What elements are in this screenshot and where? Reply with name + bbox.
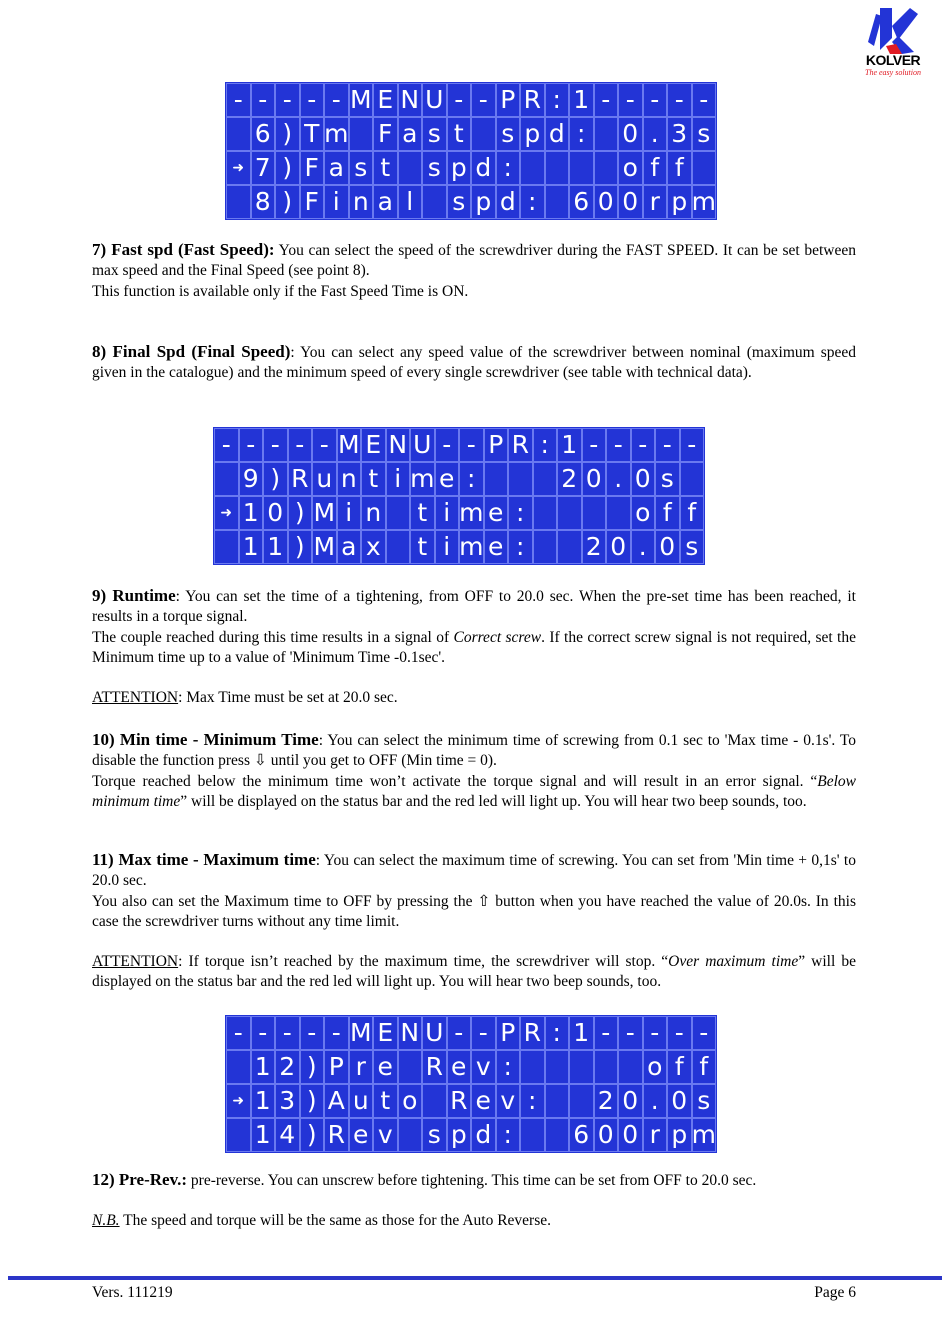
attention-label: ATTENTION — [92, 953, 179, 970]
lcd-char-cell: 0 — [263, 496, 288, 530]
lcd-char-cell — [692, 151, 717, 185]
lcd-char-cell: . — [631, 530, 656, 564]
lcd-char-cell — [484, 462, 509, 496]
lcd-char-cell — [533, 462, 558, 496]
lcd-char-cell: 1 — [251, 1118, 276, 1152]
section-final-speed — [92, 342, 856, 384]
lcd-char-cell — [594, 117, 619, 151]
lcd-char-cell: 6 — [569, 1118, 594, 1152]
lcd-char-cell: - — [471, 1016, 496, 1050]
lcd-char-cell: 9 — [239, 462, 264, 496]
footer-page-number: Page 6 — [814, 1284, 856, 1301]
lcd-char-cell: - — [226, 1016, 251, 1050]
footer-version: Vers. 111219 — [92, 1284, 173, 1301]
lcd-char-cell: t — [447, 117, 472, 151]
lcd-char-cell: - — [447, 83, 472, 117]
lcd-char-cell: - — [300, 1016, 325, 1050]
lcd-char-cell: ) — [275, 117, 300, 151]
lcd-char-cell: p — [667, 185, 692, 219]
lcd-char-cell: f — [655, 496, 680, 530]
lcd-char-cell: - — [692, 83, 717, 117]
section-heading: 10) Min time - Minimum Time — [92, 730, 319, 749]
lcd-char-cell: a — [373, 185, 398, 219]
lcd-char-cell: t — [373, 1084, 398, 1118]
footer-divider — [8, 1276, 942, 1280]
lcd-char-cell — [386, 496, 411, 530]
lcd-char-cell: m — [410, 462, 435, 496]
lcd-char-cell: - — [226, 83, 251, 117]
lcd-char-cell: e — [484, 530, 509, 564]
nb-text: The speed and torque will be the same as those for the Auto Reverse. — [119, 1212, 552, 1229]
lcd-char-cell: ) — [300, 1084, 325, 1118]
lcd-char-cell: : — [545, 83, 570, 117]
section-text: : You can select any speed value of the screwdriver between nominal (maximum speed given in the catalogue) and the minimum speed of every single screwdriver (see table with technical data). — [92, 344, 857, 382]
lcd-char-cell: 0 — [582, 462, 607, 496]
lcd-char-cell: t — [361, 462, 386, 496]
lcd-char-cell: d — [471, 151, 496, 185]
lcd-char-cell: e — [435, 462, 460, 496]
lcd-char-cell: p — [447, 1118, 472, 1152]
brand-tagline: The easy solution — [865, 68, 921, 77]
nb-note — [92, 1211, 856, 1231]
lcd-char-cell: 1 — [239, 530, 264, 564]
lcd-char-cell: a — [324, 151, 349, 185]
lcd-char-cell: - — [312, 428, 337, 462]
lcd-cursor-arrow-icon: ➜ — [214, 496, 239, 530]
lcd-char-cell: - — [324, 83, 349, 117]
lcd-char-cell: - — [606, 428, 631, 462]
section-text: . If the correct screw signal is not required, set the Minimum time up to a value of 'Minimum Time -0.1sec'. — [92, 628, 856, 667]
lcd-char-cell: v — [471, 1050, 496, 1084]
lcd-char-cell: U — [422, 1016, 447, 1050]
lcd-char-cell: E — [361, 428, 386, 462]
lcd-menu-screen-3 — [225, 1015, 717, 1153]
lcd-char-cell: 1 — [251, 1084, 276, 1118]
lcd-char-cell: ) — [275, 185, 300, 219]
lcd-char-cell: : — [520, 1084, 545, 1118]
section-heading: 8) Final Spd (Final Speed) — [92, 342, 291, 361]
lcd-char-cell: T — [300, 117, 325, 151]
lcd-char-cell: v — [496, 1084, 521, 1118]
lcd-char-cell — [569, 1050, 594, 1084]
lcd-char-cell: - — [239, 428, 264, 462]
lcd-char-cell: - — [324, 1016, 349, 1050]
lcd-char-cell: N — [398, 83, 423, 117]
section-text: You also can set the Maximum time to OFF by pressing the — [92, 892, 478, 910]
lcd-char-cell: - — [631, 428, 656, 462]
lcd-char-cell: s — [496, 117, 521, 151]
lcd-char-cell: - — [447, 1016, 472, 1050]
lcd-char-cell: 2 — [275, 1050, 300, 1084]
section-min-time — [92, 730, 856, 813]
lcd-char-cell: - — [594, 1016, 619, 1050]
lcd-char-cell: o — [398, 1084, 423, 1118]
lcd-char-cell: e — [471, 1084, 496, 1118]
lcd-char-cell: 0 — [631, 462, 656, 496]
lcd-char-cell: M — [312, 530, 337, 564]
lcd-char-cell: 4 — [275, 1118, 300, 1152]
lcd-char-cell: d — [545, 117, 570, 151]
lcd-char-cell: f — [667, 151, 692, 185]
lcd-char-cell — [520, 1118, 545, 1152]
lcd-char-cell: 1 — [557, 428, 582, 462]
lcd-char-cell: p — [447, 151, 472, 185]
section-text: until you get to OFF (Min time = 0). — [266, 752, 497, 770]
section-heading: 9) Runtime — [92, 586, 176, 605]
lcd-cursor-arrow-icon: ➜ — [226, 151, 251, 185]
lcd-char-cell: s — [447, 185, 472, 219]
lcd-char-cell — [557, 530, 582, 564]
lcd-char-cell: 0 — [618, 1118, 643, 1152]
attention-label: ATTENTION — [92, 689, 179, 706]
lcd-char-cell: f — [680, 496, 705, 530]
lcd-char-cell: 7 — [251, 151, 276, 185]
lcd-char-cell: 6 — [569, 185, 594, 219]
lcd-char-cell — [422, 185, 447, 219]
lcd-char-cell: U — [422, 83, 447, 117]
lcd-char-cell: p — [667, 1118, 692, 1152]
section-heading: 12) Pre-Rev.: — [92, 1170, 188, 1189]
lcd-char-cell — [520, 151, 545, 185]
lcd-char-cell: - — [582, 428, 607, 462]
lcd-char-cell: F — [300, 151, 325, 185]
lcd-char-cell: i — [435, 496, 460, 530]
lcd-char-cell: 2 — [582, 530, 607, 564]
lcd-char-cell — [398, 1118, 423, 1152]
lcd-char-cell — [533, 530, 558, 564]
section-text: This function is available only if the Fast Speed Time is ON. — [92, 282, 469, 300]
lcd-char-cell: - — [667, 1016, 692, 1050]
section-text: Torque reached below the minimum time won’t activate the torque signal and will result in an error signal. “ — [92, 772, 818, 790]
lcd-char-cell: o — [631, 496, 656, 530]
lcd-char-cell: r — [349, 1050, 374, 1084]
lcd-char-cell: - — [680, 428, 705, 462]
lcd-char-cell: s — [422, 151, 447, 185]
lcd-char-cell: p — [520, 117, 545, 151]
lcd-char-cell: f — [643, 151, 668, 185]
lcd-char-cell — [594, 151, 619, 185]
lcd-char-cell: : — [496, 1050, 521, 1084]
lcd-char-cell: F — [373, 117, 398, 151]
lcd-char-cell — [422, 1084, 447, 1118]
lcd-char-cell: t — [410, 530, 435, 564]
lcd-char-cell — [606, 496, 631, 530]
lcd-char-cell: : — [496, 1118, 521, 1152]
lcd-char-cell — [533, 496, 558, 530]
lcd-char-cell — [557, 496, 582, 530]
lcd-char-cell — [214, 530, 239, 564]
lcd-char-cell: - — [459, 428, 484, 462]
lcd-char-cell — [680, 462, 705, 496]
up-arrow-icon: ⇧ — [477, 892, 491, 910]
lcd-menu-screen-2 — [213, 427, 705, 565]
lcd-char-cell: P — [496, 83, 521, 117]
lcd-char-cell: - — [275, 83, 300, 117]
lcd-char-cell: e — [373, 1050, 398, 1084]
lcd-char-cell: 1 — [239, 496, 264, 530]
lcd-char-cell: s — [692, 1084, 717, 1118]
lcd-char-cell: - — [263, 428, 288, 462]
lcd-char-cell: P — [324, 1050, 349, 1084]
lcd-char-cell: ) — [275, 151, 300, 185]
lcd-char-cell: s — [422, 117, 447, 151]
lcd-char-cell — [618, 1050, 643, 1084]
lcd-char-cell: M — [337, 428, 362, 462]
lcd-char-cell: : — [533, 428, 558, 462]
lcd-char-cell: - — [643, 83, 668, 117]
lcd-char-cell — [349, 117, 374, 151]
lcd-char-cell: R — [447, 1084, 472, 1118]
brand-name: KOLVER — [865, 52, 921, 68]
section-text: : You can set the time of a tightening, from OFF to 20.0 sec. When the pre-set time has been reached, it results in a torque signal. — [92, 588, 856, 626]
lcd-char-cell — [545, 151, 570, 185]
lcd-char-cell: . — [606, 462, 631, 496]
lcd-char-cell: p — [471, 185, 496, 219]
lcd-char-cell: i — [386, 462, 411, 496]
lcd-char-cell: x — [361, 530, 386, 564]
lcd-char-cell: m — [459, 496, 484, 530]
lcd-char-cell: R — [324, 1118, 349, 1152]
lcd-char-cell: a — [337, 530, 362, 564]
lcd-char-cell: s — [680, 530, 705, 564]
lcd-char-cell: - — [251, 1016, 276, 1050]
lcd-char-cell: e — [447, 1050, 472, 1084]
lcd-char-cell: f — [667, 1050, 692, 1084]
section-text: ” will be displayed on the status bar and the red led will light up. You will hear two beep sounds, too. — [180, 793, 807, 811]
lcd-char-cell: R — [520, 83, 545, 117]
lcd-char-cell: - — [300, 83, 325, 117]
lcd-char-cell: - — [435, 428, 460, 462]
lcd-char-cell: n — [361, 496, 386, 530]
lcd-char-cell — [545, 185, 570, 219]
lcd-char-cell: o — [643, 1050, 668, 1084]
lcd-char-cell: 0 — [655, 530, 680, 564]
lcd-char-cell: U — [410, 428, 435, 462]
lcd-char-cell: R — [422, 1050, 447, 1084]
lcd-char-cell: 0 — [667, 1084, 692, 1118]
lcd-char-cell: r — [643, 185, 668, 219]
kolver-logo — [862, 6, 924, 78]
lcd-char-cell: 1 — [569, 1016, 594, 1050]
lcd-char-cell: P — [496, 1016, 521, 1050]
lcd-char-cell: - — [288, 428, 313, 462]
lcd-cursor-arrow-icon: ➜ — [226, 1084, 251, 1118]
attention-text: : If torque isn’t reached by the maximum time, the screwdriver will stop. “ — [178, 953, 669, 970]
attention-text: ” will be displayed on the status bar and the red led will light up. You will hear two beep sounds, too. — [92, 953, 856, 991]
lcd-char-cell — [582, 496, 607, 530]
section-text: button when you have reached the value of 20.0s. In this case the screwdriver turns without any time limit. — [92, 892, 856, 931]
lcd-menu-screen-1 — [225, 82, 717, 220]
lcd-char-cell: - — [594, 83, 619, 117]
lcd-char-cell: 0 — [618, 185, 643, 219]
lcd-char-cell: A — [324, 1084, 349, 1118]
lcd-char-cell: F — [300, 185, 325, 219]
lcd-char-cell: f — [692, 1050, 717, 1084]
lcd-char-cell: . — [643, 117, 668, 151]
lcd-char-cell — [520, 1050, 545, 1084]
lcd-char-cell: 1 — [251, 1050, 276, 1084]
lcd-char-cell: E — [373, 83, 398, 117]
lcd-char-cell: n — [349, 185, 374, 219]
lcd-char-cell: d — [471, 1118, 496, 1152]
section-fast-speed — [92, 240, 856, 302]
lcd-char-cell: u — [312, 462, 337, 496]
lcd-char-cell: : — [508, 530, 533, 564]
lcd-char-cell: 3 — [667, 117, 692, 151]
lcd-char-cell: - — [471, 83, 496, 117]
lcd-char-cell: ) — [263, 462, 288, 496]
lcd-char-cell: N — [386, 428, 411, 462]
lcd-char-cell: l — [398, 185, 423, 219]
lcd-char-cell: r — [643, 1118, 668, 1152]
lcd-char-cell: - — [643, 1016, 668, 1050]
lcd-char-cell: ) — [300, 1118, 325, 1152]
section-runtime — [92, 586, 856, 669]
attention-note-2 — [92, 952, 856, 993]
section-text: : You can select the minimum time of screwing from 0.1 sec to 'Max time - 0.1s'. To disable the function press — [92, 732, 856, 770]
italic-term: Correct screw — [453, 628, 542, 646]
lcd-char-cell: ) — [300, 1050, 325, 1084]
lcd-char-cell: i — [324, 185, 349, 219]
lcd-char-cell — [398, 151, 423, 185]
lcd-char-cell: : — [569, 117, 594, 151]
lcd-char-cell: 1 — [263, 530, 288, 564]
lcd-char-cell: 2 — [594, 1084, 619, 1118]
lcd-char-cell: 0 — [594, 185, 619, 219]
lcd-char-cell: . — [643, 1084, 668, 1118]
lcd-char-cell — [214, 462, 239, 496]
lcd-char-cell: N — [398, 1016, 423, 1050]
italic-term: Below minimum time — [92, 772, 856, 811]
lcd-char-cell — [508, 462, 533, 496]
lcd-char-cell: - — [655, 428, 680, 462]
lcd-char-cell: e — [349, 1118, 374, 1152]
lcd-char-cell: 3 — [275, 1084, 300, 1118]
lcd-char-cell: s — [349, 151, 374, 185]
lcd-char-cell: 2 — [557, 462, 582, 496]
lcd-char-cell: R — [508, 428, 533, 462]
section-pre-rev — [92, 1170, 856, 1191]
lcd-char-cell — [226, 117, 251, 151]
lcd-char-cell — [471, 117, 496, 151]
section-text: pre-reverse. You can unscrew before tightening. This time can be set from OFF to 20.0 sec. — [187, 1172, 757, 1189]
lcd-char-cell: - — [692, 1016, 717, 1050]
lcd-char-cell: m — [692, 185, 717, 219]
lcd-char-cell: 8 — [251, 185, 276, 219]
lcd-char-cell: M — [312, 496, 337, 530]
lcd-char-cell: n — [337, 462, 362, 496]
lcd-char-cell: ) — [288, 496, 313, 530]
lcd-char-cell: t — [373, 151, 398, 185]
lcd-char-cell: o — [618, 151, 643, 185]
lcd-char-cell: 0 — [618, 117, 643, 151]
lcd-char-cell: 6 — [251, 117, 276, 151]
lcd-char-cell: t — [410, 496, 435, 530]
lcd-char-cell: M — [349, 83, 374, 117]
lcd-char-cell: M — [349, 1016, 374, 1050]
lcd-char-cell: 0 — [606, 530, 631, 564]
section-text: : You can select the maximum time of screwing. You can set from 'Min time + 0,1s' to 20.0 sec. — [92, 852, 856, 890]
lcd-char-cell — [226, 1118, 251, 1152]
lcd-char-cell — [386, 530, 411, 564]
lcd-char-cell: : — [545, 1016, 570, 1050]
lcd-char-cell: - — [618, 1016, 643, 1050]
lcd-char-cell: - — [275, 1016, 300, 1050]
section-heading: 11) Max time - Maximum time — [92, 850, 316, 869]
lcd-char-cell: - — [251, 83, 276, 117]
section-text: The couple reached during this time results in a signal of — [92, 628, 454, 646]
lcd-char-cell: ) — [288, 530, 313, 564]
lcd-char-cell — [569, 1084, 594, 1118]
lcd-char-cell: P — [484, 428, 509, 462]
lcd-char-cell: 0 — [594, 1118, 619, 1152]
lcd-char-cell: i — [337, 496, 362, 530]
lcd-char-cell: : — [508, 496, 533, 530]
attention-text: : Max Time must be set at 20.0 sec. — [178, 689, 398, 706]
section-heading: 7) Fast spd (Fast Speed): — [92, 240, 275, 259]
lcd-char-cell — [398, 1050, 423, 1084]
lcd-char-cell: s — [655, 462, 680, 496]
lcd-char-cell: s — [422, 1118, 447, 1152]
lcd-char-cell — [569, 151, 594, 185]
lcd-char-cell: i — [435, 530, 460, 564]
section-text: You can select the speed of the screwdriver during the FAST SPEED. It can be set between max speed and the Final Speed (see point 8). — [92, 242, 856, 280]
lcd-char-cell: R — [520, 1016, 545, 1050]
lcd-char-cell: v — [373, 1118, 398, 1152]
lcd-char-cell: - — [618, 83, 643, 117]
down-arrow-icon: ⇩ — [253, 752, 267, 770]
lcd-char-cell: - — [214, 428, 239, 462]
lcd-char-cell — [226, 1050, 251, 1084]
lcd-char-cell: : — [520, 185, 545, 219]
lcd-char-cell: m — [692, 1118, 717, 1152]
lcd-char-cell: - — [667, 83, 692, 117]
italic-term: Over maximum time — [668, 953, 799, 970]
lcd-char-cell: 0 — [618, 1084, 643, 1118]
lcd-char-cell — [545, 1050, 570, 1084]
lcd-char-cell — [545, 1084, 570, 1118]
lcd-char-cell — [545, 1118, 570, 1152]
lcd-char-cell — [226, 185, 251, 219]
lcd-char-cell: u — [349, 1084, 374, 1118]
section-max-time — [92, 850, 856, 933]
lcd-char-cell: E — [373, 1016, 398, 1050]
attention-note-1 — [92, 688, 856, 708]
lcd-char-cell: 1 — [569, 83, 594, 117]
lcd-char-cell: e — [484, 496, 509, 530]
lcd-char-cell: a — [398, 117, 423, 151]
lcd-char-cell: m — [324, 117, 349, 151]
lcd-char-cell: s — [692, 117, 717, 151]
lcd-char-cell: : — [496, 151, 521, 185]
lcd-char-cell: d — [496, 185, 521, 219]
lcd-char-cell: : — [459, 462, 484, 496]
lcd-char-cell: R — [288, 462, 313, 496]
nb-label: N.B. — [92, 1212, 120, 1229]
lcd-char-cell — [594, 1050, 619, 1084]
lcd-char-cell: m — [459, 530, 484, 564]
